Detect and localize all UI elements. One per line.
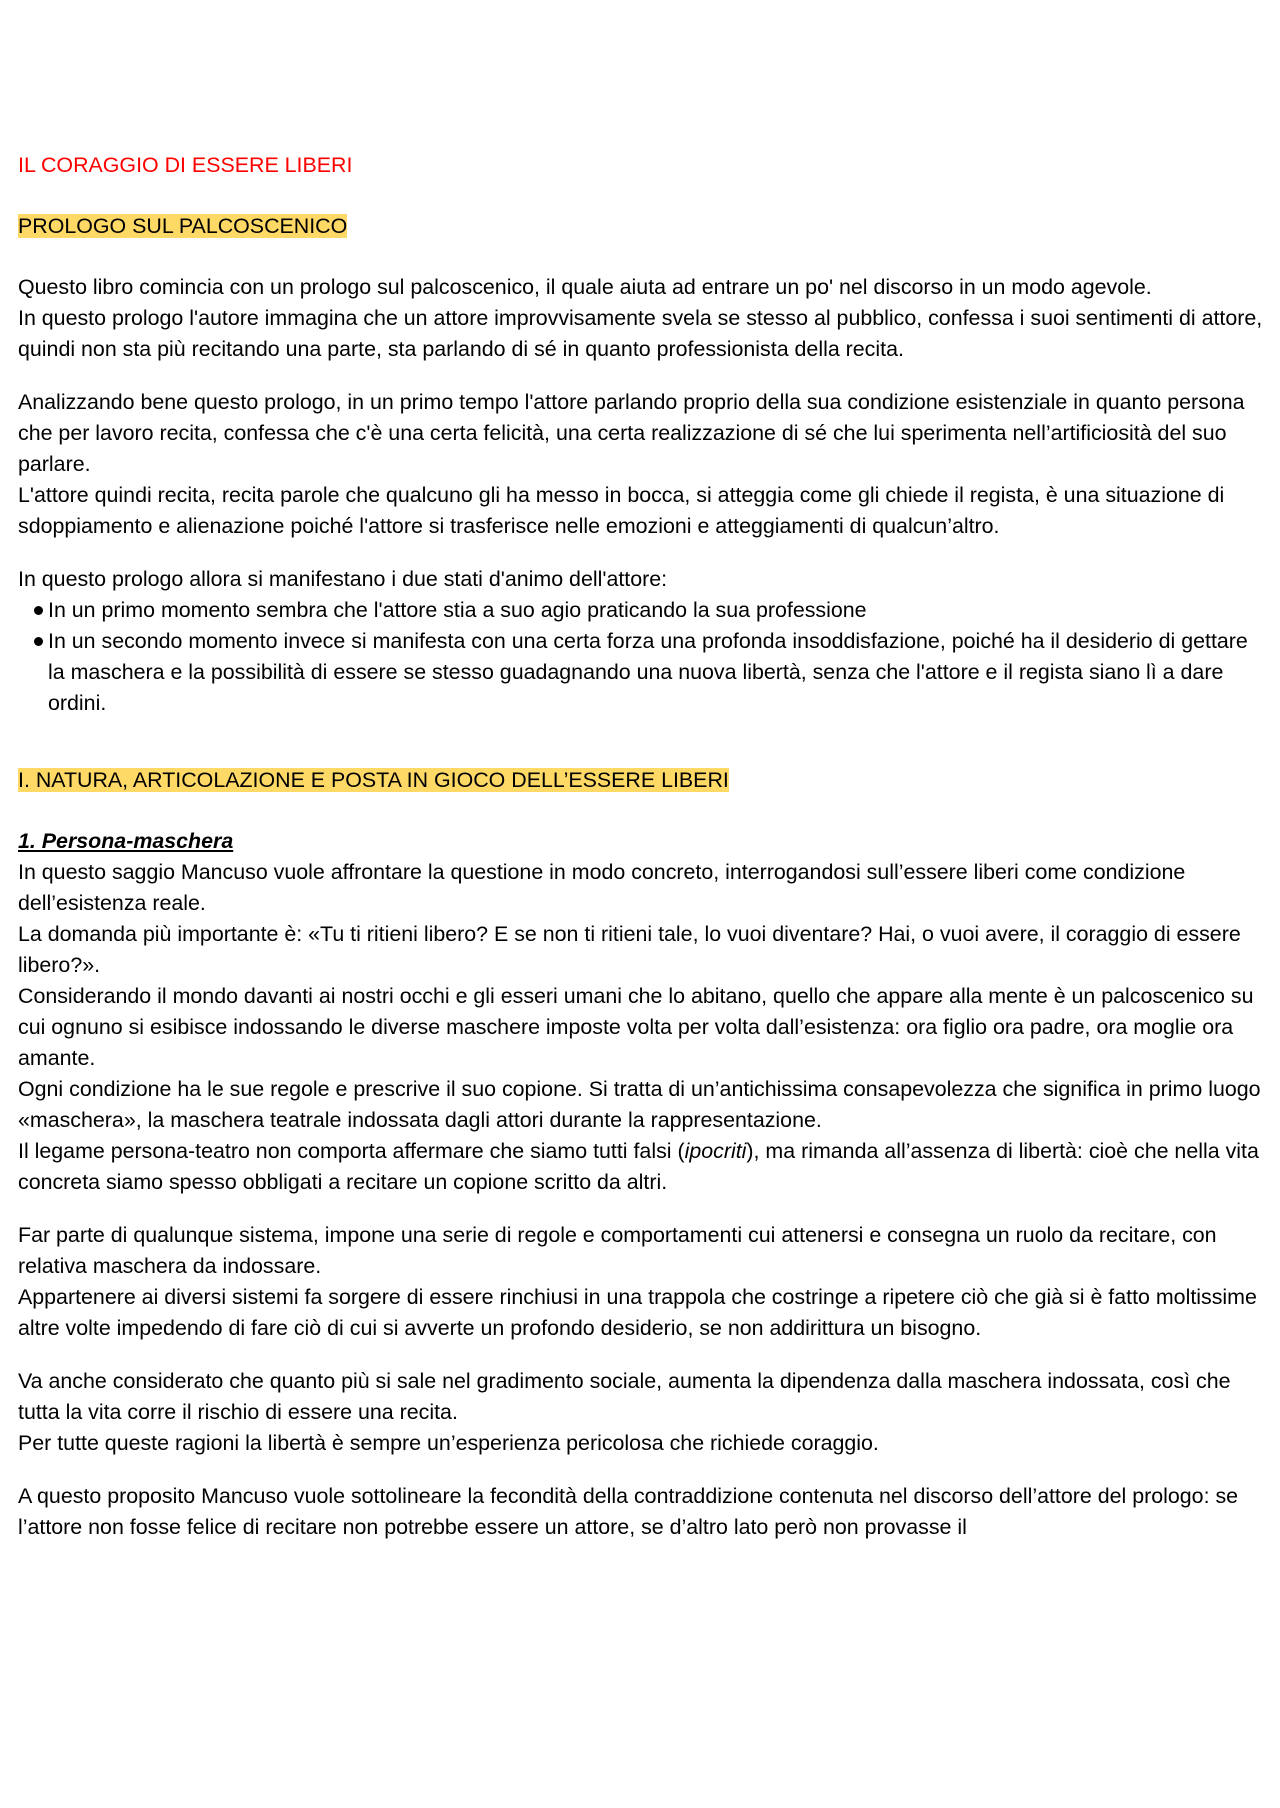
subsection-title: 1. Persona-maschera <box>18 829 234 853</box>
section1-paragraph-a3: Considerando il mondo davanti ai nostri occhi e gli esseri umani che lo abitano, quello che appare alla mente è un palcoscenico su cui ognuno si esibisce indossando le diverse maschere imposte volta per volta dall’esistenza: ora figlio ora padre, ora moglie ora amante. <box>18 984 1254 1070</box>
bullet-icon <box>34 637 43 646</box>
prologo-paragraph-3: In questo prologo allora si manifestano i due stati d'animo dell'attore: <box>18 567 668 591</box>
list-item <box>18 626 1268 719</box>
section1-paragraph-b1: Far parte di qualunque sistema, impone una serie di regole e comportamenti cui attenersi e consegna un ruolo da recitare, con relativa maschera da indossare. <box>18 1223 1217 1278</box>
list-item <box>18 595 1268 626</box>
section1-paragraph-c2: Per tutte queste ragioni la libertà è sempre un’esperienza pericolosa che richiede coraggio. <box>18 1431 879 1455</box>
prologo-paragraph-2b: L'attore quindi recita, recita parole che qualcuno gli ha messo in bocca, si atteggia come gli chiede il regista, è una situazione di sdoppiamento e alienazione poiché l'attore si trasferisce nelle emozioni e atteggiamenti di qualcun’altro. <box>18 483 1225 538</box>
document-page <box>18 150 1268 1543</box>
a5-post: ), ma rimanda all’assenza di libertà: cioè che nella vita concreta siamo spesso obbligati a recitare un copione scritto da altri. <box>18 1139 1259 1194</box>
prologo-heading-text: PROLOGO SUL PALCOSCENICO <box>18 214 348 238</box>
a5-pre: Il legame persona-teatro non comporta affermare che siamo tutti falsi ( <box>18 1139 685 1163</box>
section1-paragraph-b2: Appartenere ai diversi sistemi fa sorgere di essere rinchiusi in una trappola che costringe a ripetere ciò che già si è fatto moltissime altre volte impedendo di fare ciò di cui si avverte un profondo desiderio, se non addirittura un bisogno. <box>18 1285 1257 1340</box>
prologo-paragraph-1a: Questo libro comincia con un prologo sul palcoscenico, il quale aiuta ad entrare un po' nel discorso in un modo agevole. <box>18 275 1152 299</box>
section1-heading <box>18 765 1268 796</box>
prologo-paragraph-2a: Analizzando bene questo prologo, in un primo tempo l'attore parlando proprio della sua condizione esistenziale in quanto persona che per lavoro recita, confessa che c'è una certa felicità, una certa realizzazione di sé che lui sperimenta nell’artificiosità del suo parlare. <box>18 390 1245 476</box>
list-item-text: In un primo momento sembra che l'attore stia a suo agio praticando la sua professione <box>48 598 867 622</box>
section1-paragraph-a4: Ogni condizione ha le sue regole e prescrive il suo copione. Si tratta di un’antichissima consapevolezza che significa in primo luogo «maschera», la maschera teatrale indossata dagli attori durante la rappresentazione. <box>18 1077 1261 1132</box>
section1-paragraph-a2: La domanda più importante è: «Tu ti ritieni libero? E se non ti ritieni tale, lo vuoi diventare? Hai, o vuoi avere, il coraggio di essere libero?». <box>18 922 1241 977</box>
prologo-bullet-list <box>18 595 1268 719</box>
a5-emphasis: ipocriti <box>684 1139 747 1163</box>
section1-paragraph-a1: In questo saggio Mancuso vuole affrontare la questione in modo concreto, interrogandosi sull’essere liberi come condizione dell’esistenza reale. <box>18 860 1186 915</box>
bullet-icon <box>34 606 43 615</box>
section1-paragraph-a5 <box>18 1136 1268 1198</box>
section1-paragraph-d1: A questo proposito Mancuso vuole sottolineare la fecondità della contraddizione contenuta nel discorso dell’attore del prologo: se l’attore non fosse felice di recitare non potrebbe essere un attore, se d’altro lato però non provasse il <box>18 1484 1239 1539</box>
section1-paragraph-c1: Va anche considerato che quanto più si sale nel gradimento sociale, aumenta la dipendenza dalla maschera indossata, così che tutta la vita corre il rischio di essere una recita. <box>18 1369 1231 1424</box>
document-title: IL CORAGGIO DI ESSERE LIBERI <box>18 153 353 177</box>
list-item-text: In un secondo momento invece si manifesta con una certa forza una profonda insoddisfazione, poiché ha il desiderio di gettare la maschera e la possibilità di essere se stesso guadagnando una nuova libertà, senza che l'attore e il regista siano lì a dare ordini. <box>48 629 1248 715</box>
prologo-paragraph-1b: In questo prologo l'autore immagina che un attore improvvisamente svela se stesso al pubblico, confessa i suoi sentimenti di attore, quindi non sta più recitando una parte, sta parlando di sé in quanto professionista della recita. <box>18 306 1263 361</box>
section1-heading-text: I. NATURA, ARTICOLAZIONE E POSTA IN GIOCO DELL’ESSERE LIBERI <box>18 768 729 792</box>
prologo-heading <box>18 211 1268 242</box>
